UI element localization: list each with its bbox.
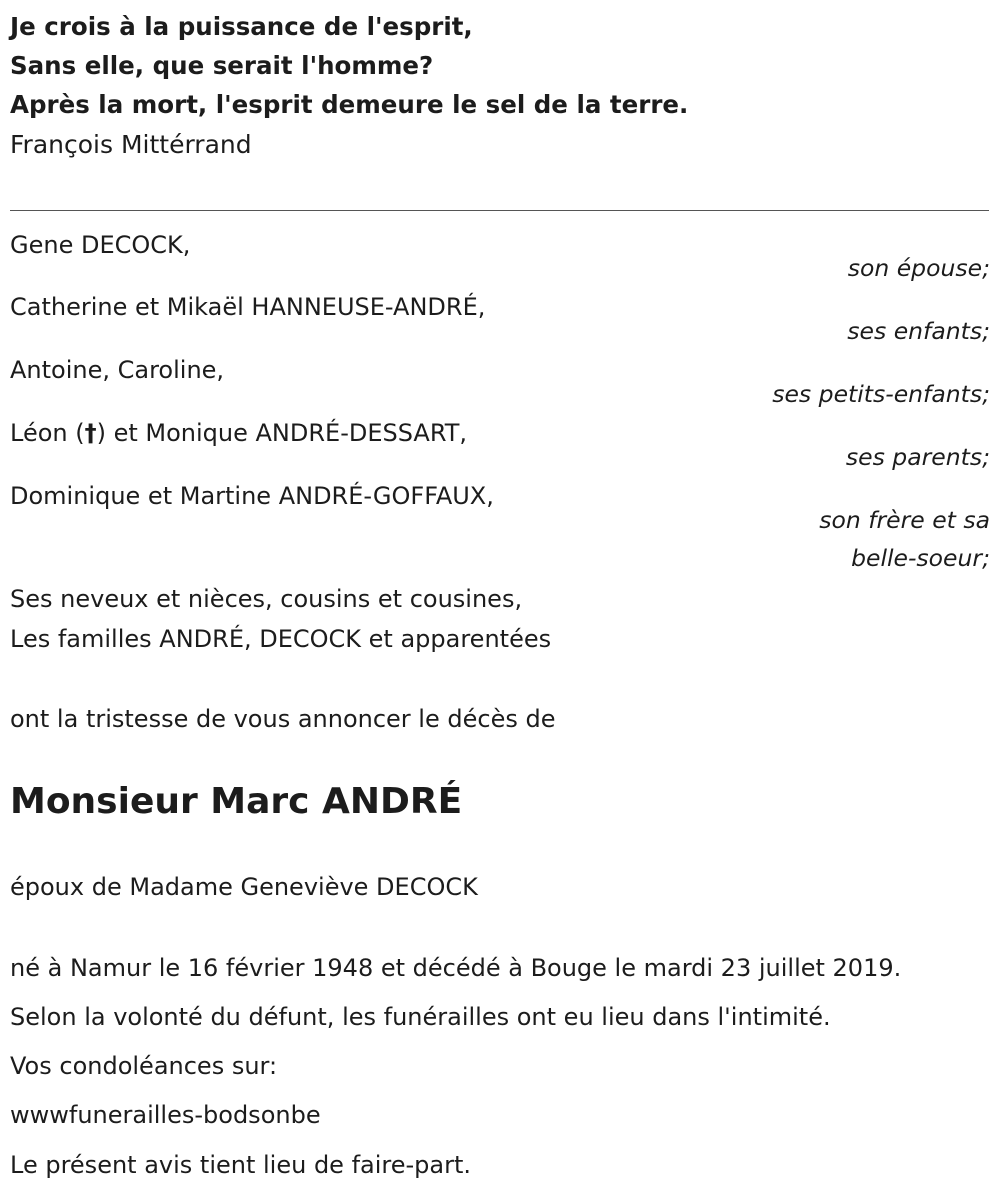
- notice-disclaimer: Le présent avis tient lieu de faire-part.: [10, 1151, 472, 1179]
- announcement-text: ont la tristesse de vous annoncer le décès de: [10, 705, 556, 733]
- family-member-2: Catherine et Mikaël HANNEUSE-ANDRÉ,: [10, 293, 486, 321]
- family-relation-2: ses enfants;: [847, 317, 990, 345]
- family-relation-1: son épouse;: [847, 254, 990, 282]
- extended-family-line-1: Ses neveux et nièces, cousins et cousines,: [10, 585, 523, 613]
- family-member-4: [10, 418, 467, 448]
- family-member-1: Gene DECOCK,: [10, 231, 191, 259]
- condolences-label: Vos condoléances sur:: [10, 1052, 278, 1080]
- family-member-4-first: Léon (: [10, 419, 85, 447]
- cross-icon: †: [84, 419, 97, 447]
- family-relation-5-line-1: son frère et sa: [819, 506, 990, 534]
- family-member-4-rest: ) et Monique ANDRÉ-DESSART,: [96, 419, 468, 447]
- deceased-name: Monsieur Marc ANDRÉ: [10, 781, 463, 822]
- funeral-details: Selon la volonté du défunt, les funérailles ont eu lieu dans l'intimité.: [10, 1003, 831, 1031]
- family-member-5: Dominique et Martine ANDRÉ-GOFFAUX,: [10, 482, 494, 510]
- quote-line-1: Je crois à la puissance de l'esprit,: [10, 12, 473, 41]
- quote-line-2: Sans elle, que serait l'homme?: [10, 51, 434, 80]
- quote-line-3: Après la mort, l'esprit demeure le sel de la terre.: [10, 90, 689, 119]
- family-relation-3: ses petits-enfants;: [772, 380, 990, 408]
- condolences-website: wwwfunerailles-bodsonbe: [10, 1101, 321, 1129]
- section-divider: [10, 210, 989, 211]
- quote-author: François Mittérrand: [10, 130, 252, 159]
- family-relation-5-line-2: belle-soeur;: [851, 544, 990, 572]
- birth-death-details: né à Namur le 16 février 1948 et décédé à Bouge le mardi 23 juillet 2019.: [10, 954, 902, 982]
- family-member-3: Antoine, Caroline,: [10, 356, 225, 384]
- extended-family-line-2: Les familles ANDRÉ, DECOCK et apparentées: [10, 625, 552, 653]
- spouse-line: époux de Madame Geneviève DECOCK: [10, 873, 478, 901]
- family-relation-4: ses parents;: [845, 443, 990, 471]
